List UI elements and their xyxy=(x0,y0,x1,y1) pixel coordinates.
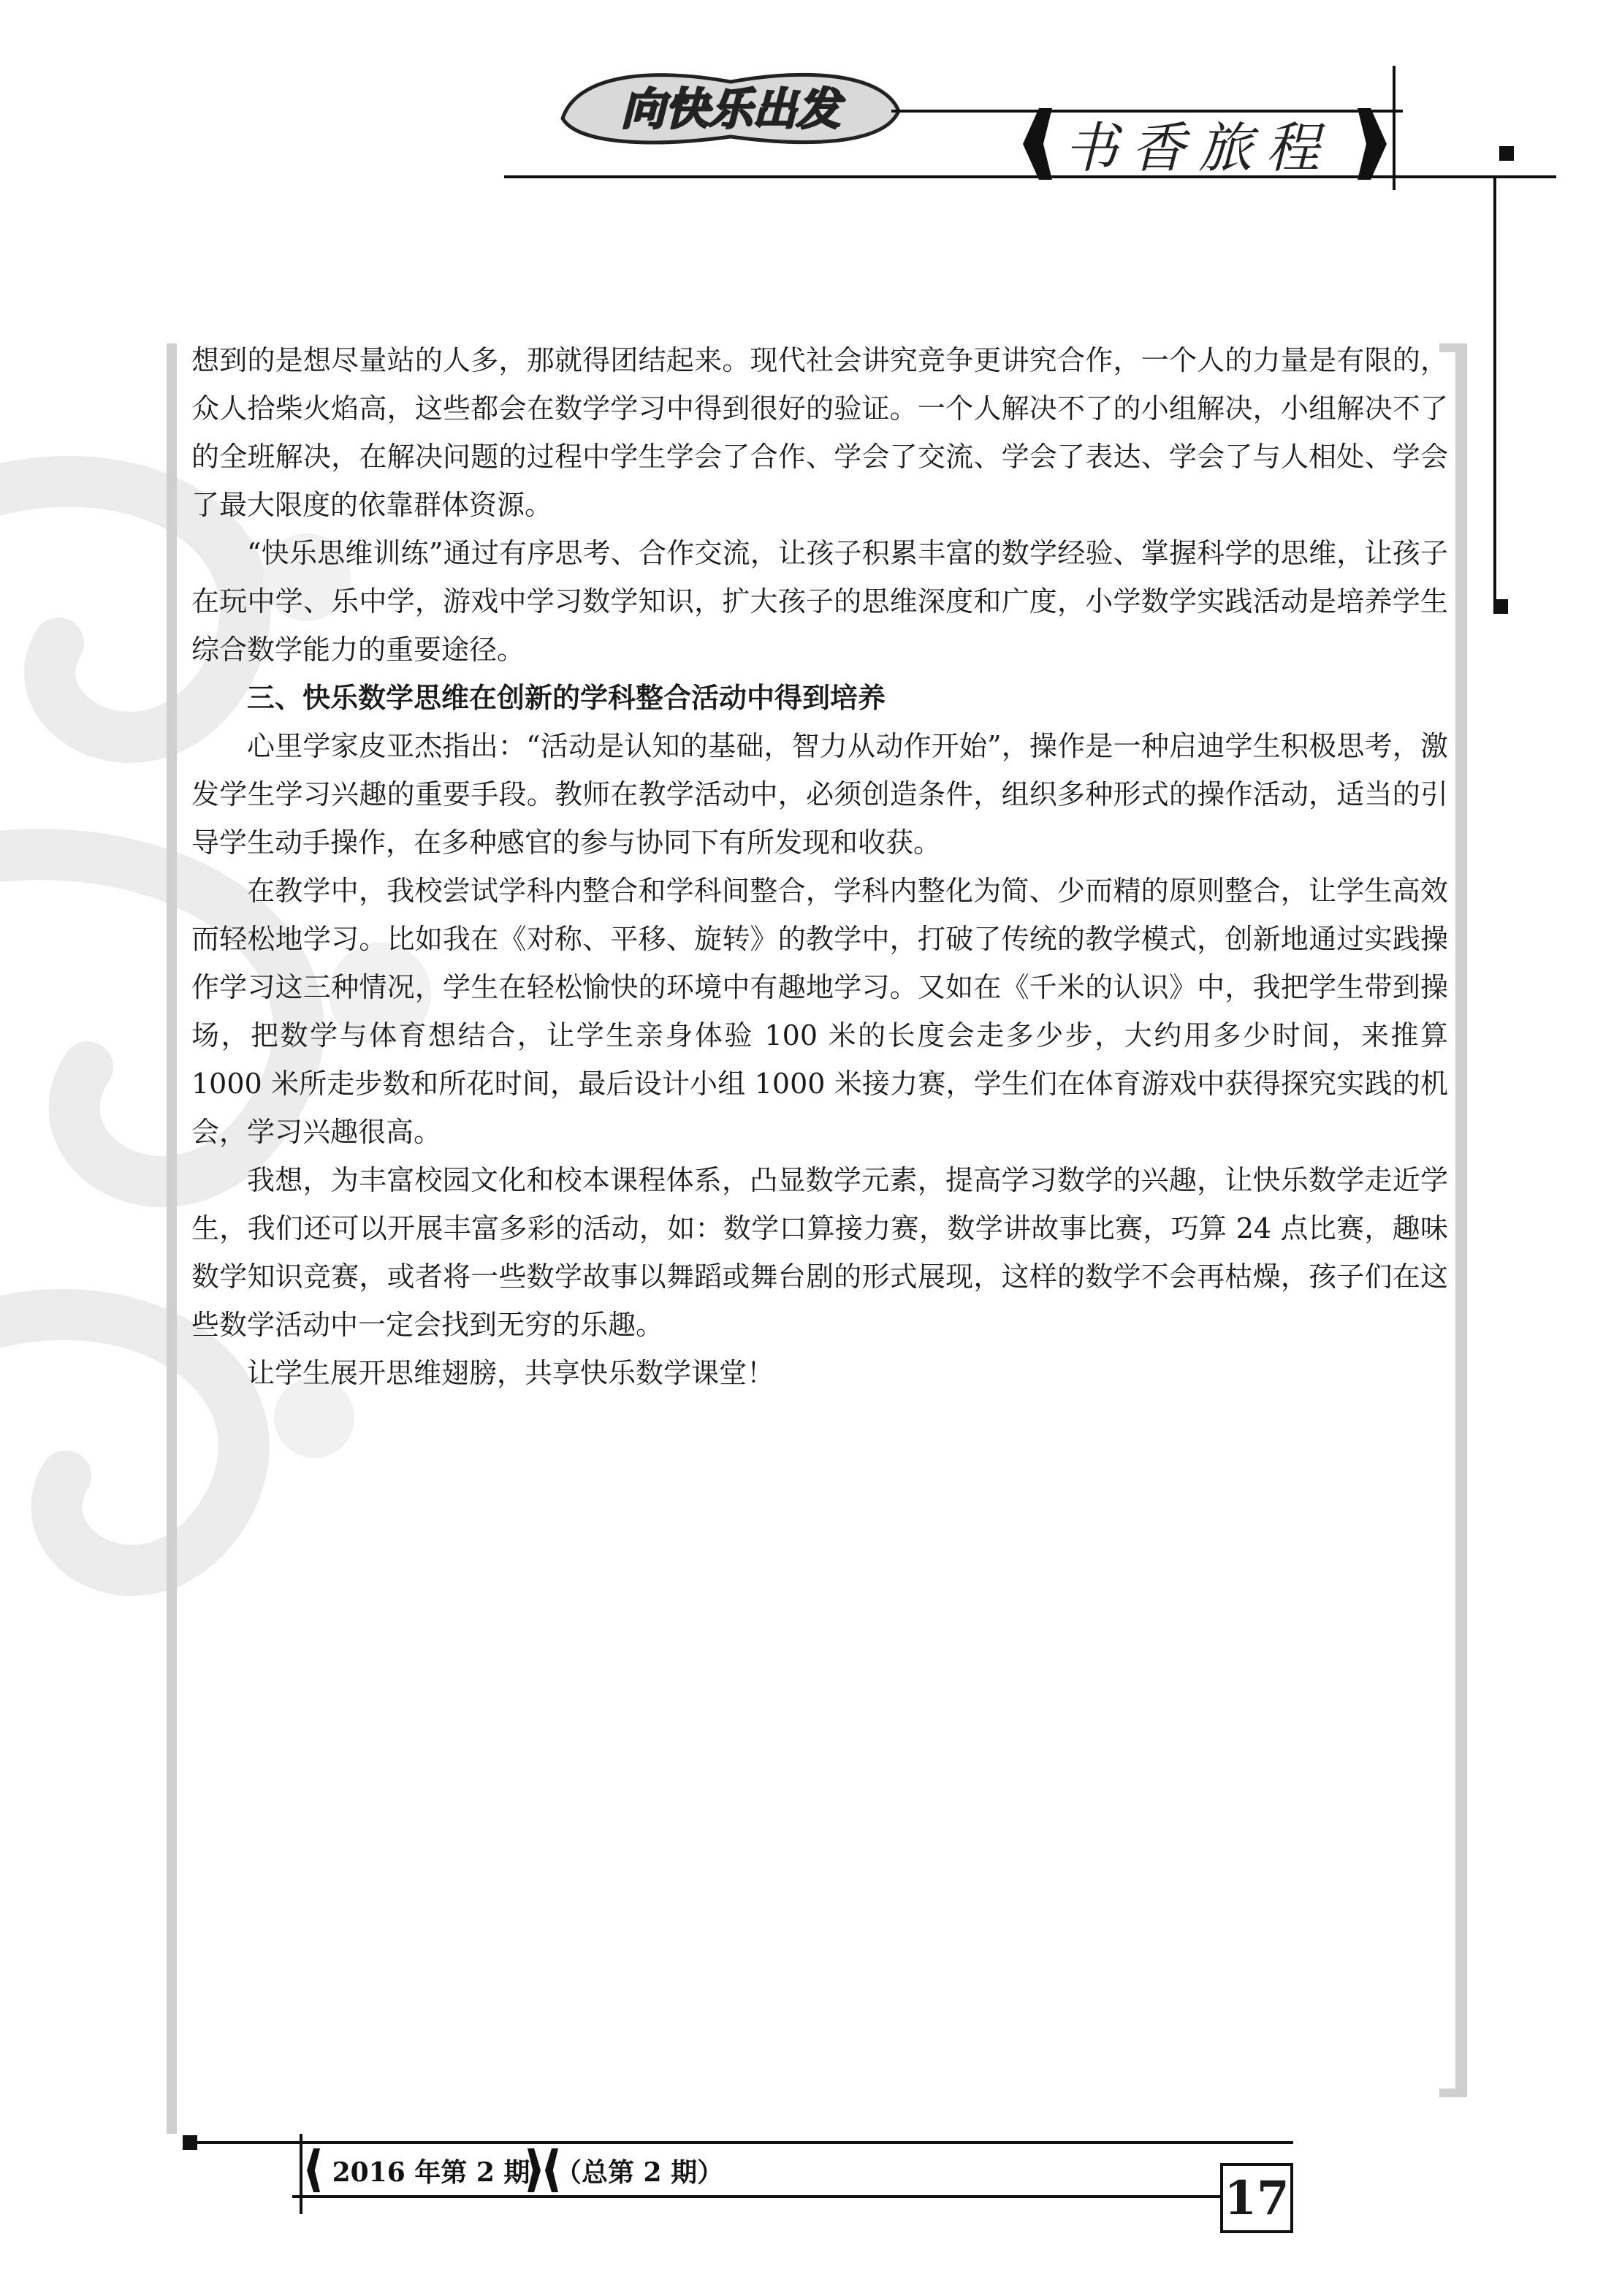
footer-rule-vertical xyxy=(300,2134,302,2214)
paragraph: “快乐思维训练”通过有序思考、合作交流，让孩子积累丰富的数学经验、掌握科学的思维，让孩子在玩中学、乐中学，游戏中学习数学知识，扩大孩子的思维深度和广度，小学数学实践活动是培养学生综合数学能力的重要途径。 xyxy=(191,537,1448,666)
paragraph: 我想，为丰富校园文化和校本课程体系，凸显数学元素，提高学习数学的兴趣，让快乐数学走近学生，我们还可以开展丰富多彩的活动，如：数学口算接力赛，数学讲故事比赛，巧算 24 点比赛，趣味数学知识竞赛，或者将一些数学故事以舞蹈或舞台剧的形式展现，这样的数学不会再枯燥，孩子们在这些数学活动中一定会找到无穷的乐趣。 xyxy=(191,1164,1448,1341)
title-bracket-right-icon xyxy=(1358,108,1387,180)
header-rule-bottom xyxy=(504,175,1556,178)
footer-rule-top xyxy=(183,2141,1293,2144)
logo-text: 向快乐出发 xyxy=(621,84,840,135)
header-square-icon xyxy=(1499,146,1514,161)
right-square-icon xyxy=(1493,599,1508,614)
right-gray-bar xyxy=(1455,343,1467,2097)
article-body xyxy=(191,336,1448,1397)
header-rule-vertical xyxy=(1393,66,1396,190)
paragraph: 让学生展开思维翅膀，共享快乐数学课堂！ xyxy=(247,1357,775,1389)
paragraph: 心里学家皮亚杰指出：“活动是认知的基础，智力从动作开始”，操作是一种启迪学生积极思考，激发学生学习兴趣的重要手段。教师在教学活动中，必须创造条件，组织多种形式的操作活动，适当的引导学生动手操作，在多种感官的参与协同下有所发现和收获。 xyxy=(191,730,1448,859)
page-number: 17 xyxy=(1220,2163,1293,2233)
paragraph: 在教学中，我校尝试学科内整合和学科间整合，学科内整化为简、少而精的原则整合，让学生高效而轻松地学习。比如我在《对称、平移、旋转》的教学中，打破了传统的教学模式，创新地通过实践操作学习这三种情况，学生在轻松愉快的环境中有趣地学习。又如在《千米的认识》中，我把学生带到操场，把数学与体育想结合，让学生亲身体验 100 米的长度会走多少步，大约用多少时间，来推算 1000 米所走步数和所花时间，最后设计小组 1000 米接力赛，学生们在体育游戏中获得探究实践的机会，学习兴趣很高。 xyxy=(191,875,1448,1148)
issue-label: 2016 年第 2 期 xyxy=(332,2156,530,2188)
right-rule-vertical xyxy=(1493,175,1496,599)
paragraph-continued: 想到的是想尽量站的人多，那就得团结起来。现代社会讲究竞争更讲究合作，一个人的力量是有限的，众人拾柴火焰高，这些都会在数学学习中得到很好的验证。一个人解决不了的小组解决，小组解决不了的全班解决，在解决问题的过程中学生学会了合作、学会了交流、学会了表达、学会了与人相处、学会了最大限度的依靠群体资源。 xyxy=(191,344,1448,521)
magazine-logo xyxy=(555,67,906,149)
footer-rule-bottom xyxy=(292,2195,1220,2198)
section-heading: 三、快乐数学思维在创新的学科整合活动中得到培养 xyxy=(247,682,886,714)
left-gray-bar xyxy=(167,343,177,2134)
footer-bracket-icon xyxy=(307,2148,320,2192)
right-gray-bar-bottom-cap xyxy=(1439,2088,1467,2097)
section-title: 书香旅程 xyxy=(1064,117,1333,180)
total-issue-label: （总第 2 期） xyxy=(555,2156,724,2188)
